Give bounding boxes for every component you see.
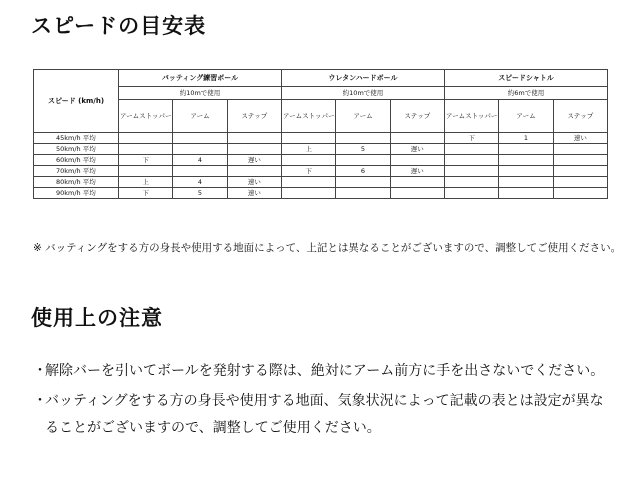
setting-cell [173, 144, 227, 155]
setting-cell [227, 133, 281, 144]
speed-guide-table [33, 69, 608, 199]
product-header-speed-shuttle: スピードシャトル [444, 70, 607, 87]
setting-cell [336, 133, 390, 144]
setting-cell [499, 188, 553, 199]
setting-cell [119, 166, 173, 177]
setting-cell: 速い [553, 133, 607, 144]
table-row [34, 188, 608, 199]
setting-cell: 下 [281, 166, 335, 177]
setting-cell: 速い [227, 188, 281, 199]
speed-cell: 90km/h 平均 [34, 188, 119, 199]
setting-cell: 6 [336, 166, 390, 177]
subcol-arm: アーム [173, 100, 227, 133]
setting-cell: 下 [444, 133, 498, 144]
distance-batting-ball: 約10mで使用 [119, 87, 282, 100]
setting-cell: 上 [281, 144, 335, 155]
product-header-urethane-ball: ウレタンハードボール [281, 70, 444, 87]
table-subcolumn-row [34, 100, 608, 133]
setting-cell [553, 177, 607, 188]
setting-cell: 速い [227, 177, 281, 188]
table-distance-row [34, 87, 608, 100]
setting-cell [499, 144, 553, 155]
speed-cell: 60km/h 平均 [34, 155, 119, 166]
setting-cell: 遅い [227, 155, 281, 166]
caution-text: 解除バーを引いてボールを発射する際は、絶対にアーム前方に手を出さないでください。 [45, 363, 605, 379]
setting-cell [444, 144, 498, 155]
table-note: ※ バッティングをする方の身長や使用する地面によって、上記とは異なることがございますので、調整してご使用ください。 [33, 242, 622, 254]
setting-cell [444, 177, 498, 188]
speed-column-header: スピード (km/h) [34, 70, 119, 133]
subcol-arm-stopper: アームストッパー [444, 100, 498, 133]
setting-cell [119, 133, 173, 144]
bullet-mark: ・ [33, 363, 47, 379]
subcol-step: ステップ [227, 100, 281, 133]
setting-cell [390, 155, 444, 166]
subcol-arm-stopper: アームストッパー [281, 100, 335, 133]
speed-cell: 70km/h 平均 [34, 166, 119, 177]
caution-list [33, 358, 613, 445]
setting-cell [553, 155, 607, 166]
subcol-step: ステップ [553, 100, 607, 133]
setting-cell [336, 177, 390, 188]
caution-text: バッティングをする方の身長や使用する地面、気象状況によって記載の表とは設定が異なることがございますので、調整してご使用ください。 [45, 393, 604, 436]
speed-cell: 80km/h 平均 [34, 177, 119, 188]
setting-cell: 遅い [390, 166, 444, 177]
setting-cell [444, 188, 498, 199]
setting-cell [281, 133, 335, 144]
setting-cell [227, 166, 281, 177]
setting-cell [281, 155, 335, 166]
table-row [34, 144, 608, 155]
table-row [34, 166, 608, 177]
setting-cell: 下 [119, 155, 173, 166]
setting-cell: 4 [173, 155, 227, 166]
subcol-step: ステップ [390, 100, 444, 133]
distance-urethane-ball: 約10mで使用 [281, 87, 444, 100]
setting-cell [173, 133, 227, 144]
setting-cell [281, 177, 335, 188]
setting-cell [336, 188, 390, 199]
table-row [34, 155, 608, 166]
setting-cell [553, 166, 607, 177]
speed-cell: 45km/h 平均 [34, 133, 119, 144]
table-header-row [34, 70, 608, 87]
setting-cell [499, 155, 553, 166]
setting-cell [444, 155, 498, 166]
setting-cell [173, 166, 227, 177]
setting-cell [281, 188, 335, 199]
caution-item [33, 388, 613, 442]
setting-cell: 遅い [390, 144, 444, 155]
setting-cell [390, 188, 444, 199]
page-title: スピードの目安表 [31, 14, 207, 38]
setting-cell [336, 155, 390, 166]
setting-cell [499, 166, 553, 177]
section-title-cautions: 使用上の注意 [31, 306, 163, 330]
subcol-arm: アーム [336, 100, 390, 133]
distance-speed-shuttle: 約6mで使用 [444, 87, 607, 100]
subcol-arm: アーム [499, 100, 553, 133]
setting-cell [444, 166, 498, 177]
table-body [34, 133, 608, 199]
table-row [34, 133, 608, 144]
setting-cell [227, 144, 281, 155]
caution-item [33, 358, 613, 385]
setting-cell: 5 [336, 144, 390, 155]
setting-cell: 5 [173, 188, 227, 199]
bullet-mark: ・ [33, 393, 47, 409]
setting-cell [390, 133, 444, 144]
subcol-arm-stopper: アームストッパー [119, 100, 173, 133]
setting-cell: 上 [119, 177, 173, 188]
table-row [34, 177, 608, 188]
setting-cell [119, 144, 173, 155]
setting-cell [499, 177, 553, 188]
product-header-batting-ball: バッティング練習ボール [119, 70, 282, 87]
speed-cell: 50km/h 平均 [34, 144, 119, 155]
setting-cell: 下 [119, 188, 173, 199]
setting-cell: 4 [173, 177, 227, 188]
setting-cell [553, 188, 607, 199]
setting-cell: 1 [499, 133, 553, 144]
setting-cell [553, 144, 607, 155]
setting-cell [390, 177, 444, 188]
